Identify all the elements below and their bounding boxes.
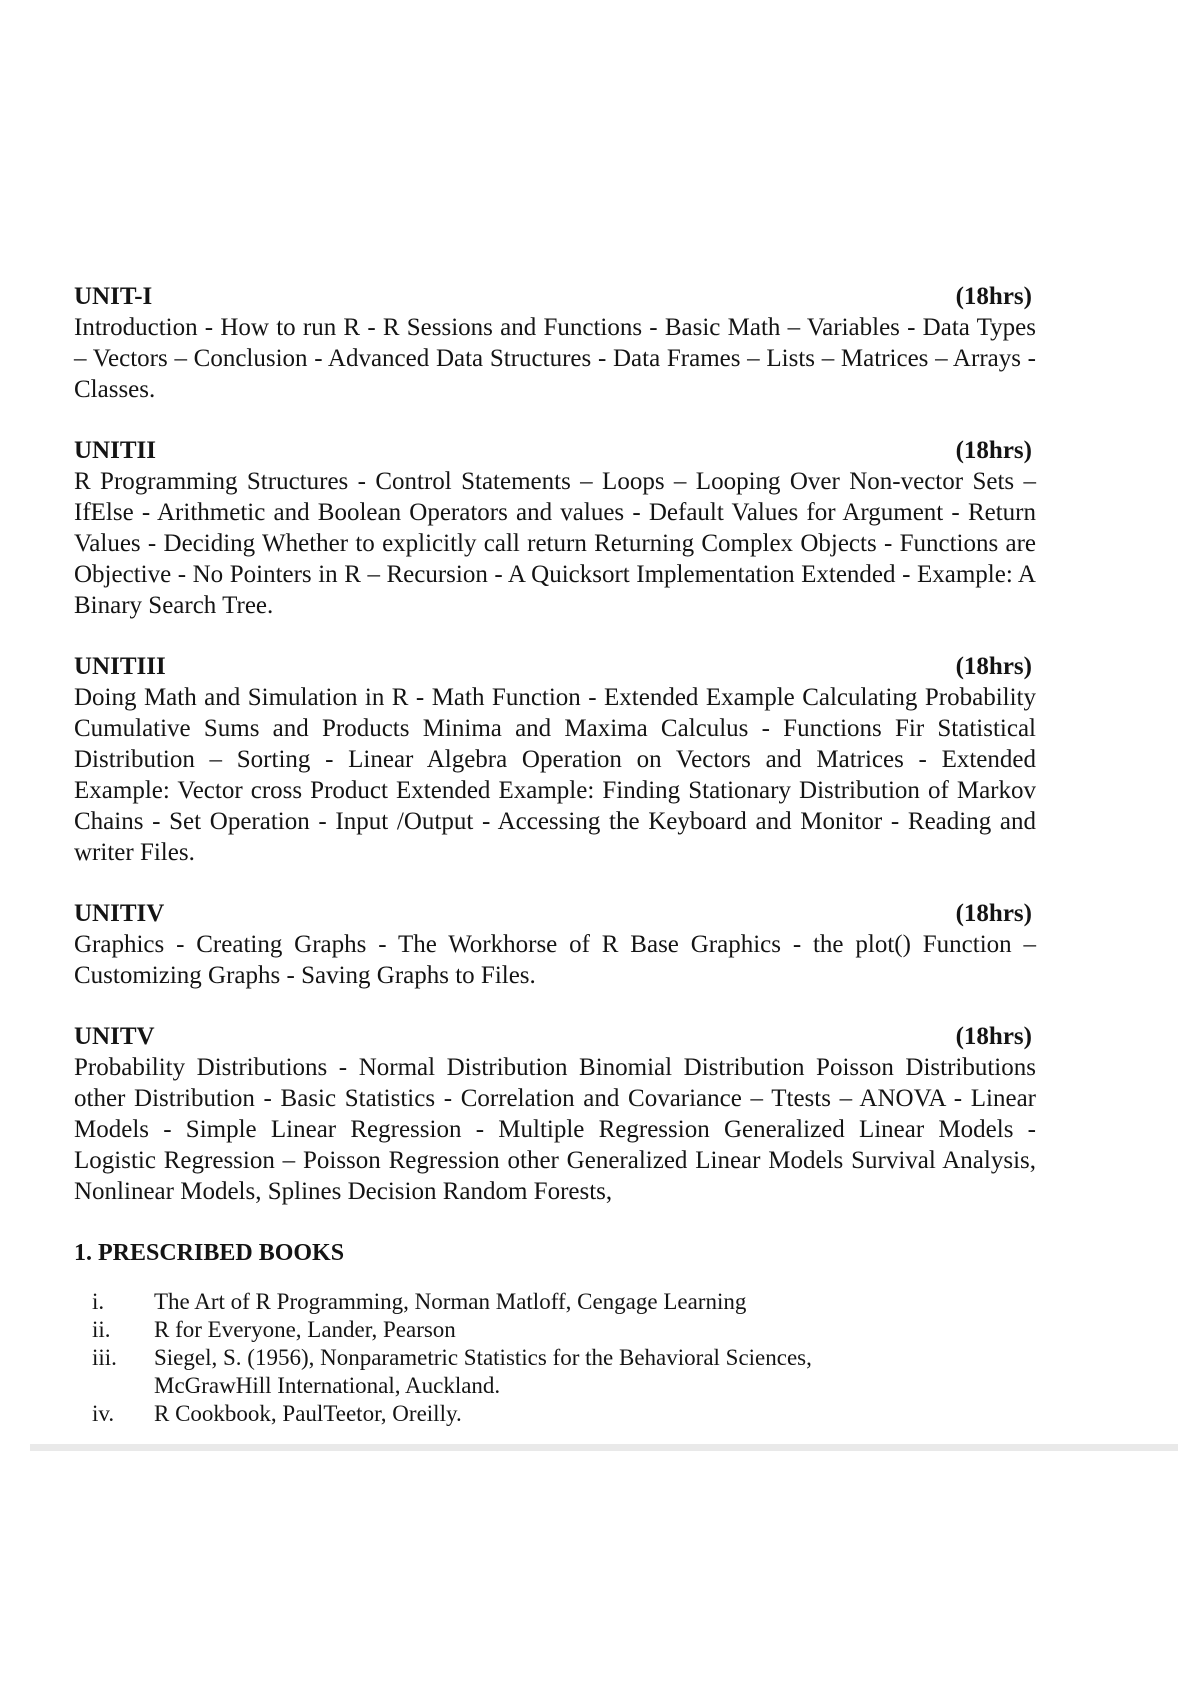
- unit-heading: [74, 436, 1036, 466]
- unit-section-3: [74, 652, 1036, 868]
- unit-title: UNITIII: [74, 653, 166, 680]
- unit-section-1: [74, 282, 1036, 405]
- unit-hours: (18hrs): [955, 900, 1032, 927]
- unit-body: Graphics - Creating Graphs - The Workhorse of R Base Graphics - the plot() Function – Customizing Graphs - Saving Graphs to Files.: [74, 931, 1036, 989]
- unit-hours: (18hrs): [955, 283, 1032, 310]
- unit-heading: [74, 899, 1036, 929]
- unit-heading: [74, 1022, 1036, 1052]
- unit-title: UNITIV: [74, 900, 165, 927]
- list-number: i.: [92, 1289, 105, 1314]
- unit-title: UNITII: [74, 437, 156, 464]
- prescribed-books-heading: 1. PRESCRIBED BOOKS: [74, 1240, 345, 1266]
- list-number: iv.: [92, 1401, 115, 1426]
- unit-hours: (18hrs): [955, 437, 1032, 464]
- unit-body: Doing Math and Simulation in R - Math Function - Extended Example Calculating Probability Cumulative Sums and Products Minima and Maxima Calculus - Functions Fir Statistical Distribution – Sorting - Linear Algebra Operation on Vectors and Matrices - Extended Example: Vector cross Product Extended Example: Finding Stationary Distribution of Markov Chains - Set Operation - Input /Output - Accessing the Keyboard and Monitor - Reading and writer Files.: [74, 684, 1036, 866]
- list-item: [74, 1344, 1036, 1400]
- unit-body: R Programming Structures - Control Statements – Loops – Looping Over Non-vector Sets – IfElse - Arithmetic and Boolean Operators and values - Default Values for Argument - Return Values - Deciding Whether to explicitly call return Returning Complex Objects - Functions are Objective - No Pointers in R – Recursion - A Quicksort Implementation Extended - Example: A Binary Search Tree.: [74, 468, 1036, 619]
- page-divider: [30, 1444, 1178, 1451]
- book-list: [74, 1288, 1036, 1428]
- unit-heading: [74, 652, 1036, 682]
- list-number: ii.: [92, 1317, 111, 1342]
- book-reference: R Cookbook, PaulTeetor, Oreilly.: [154, 1401, 462, 1426]
- syllabus-content: [74, 282, 1036, 1428]
- unit-title: UNIT-I: [74, 283, 153, 310]
- unit-section-4: [74, 899, 1036, 991]
- unit-hours: (18hrs): [955, 1023, 1032, 1050]
- list-item: [74, 1316, 1036, 1344]
- list-item: [74, 1288, 1036, 1316]
- unit-section-5: [74, 1022, 1036, 1207]
- unit-body: Probability Distributions - Normal Distribution Binomial Distribution Poisson Distributions other Distribution - Basic Statistics - Correlation and Covariance – Ttests – ANOVA - Linear Models - Simple Linear Regression - Multiple Regression Generalized Linear Models - Logistic Regression – Poisson Regression other Generalized Linear Models Survival Analysis, Nonlinear Models, Splines Decision Random Forests,: [74, 1054, 1036, 1205]
- book-reference: R for Everyone, Lander, Pearson: [154, 1317, 456, 1342]
- unit-hours: (18hrs): [955, 653, 1032, 680]
- unit-section-2: [74, 436, 1036, 621]
- unit-title: UNITV: [74, 1023, 155, 1050]
- unit-heading: [74, 282, 1036, 312]
- list-number: iii.: [92, 1345, 117, 1370]
- book-reference: Siegel, S. (1956), Nonparametric Statistics for the Behavioral Sciences, McGrawHill International, Auckland.: [154, 1345, 812, 1398]
- book-reference: The Art of R Programming, Norman Matloff, Cengage Learning: [154, 1289, 747, 1314]
- unit-body: Introduction - How to run R - R Sessions and Functions - Basic Math – Variables - Data Types – Vectors – Conclusion - Advanced Data Structures - Data Frames – Lists – Matrices – Arrays - Classes.: [74, 314, 1036, 403]
- list-item: [74, 1400, 1036, 1428]
